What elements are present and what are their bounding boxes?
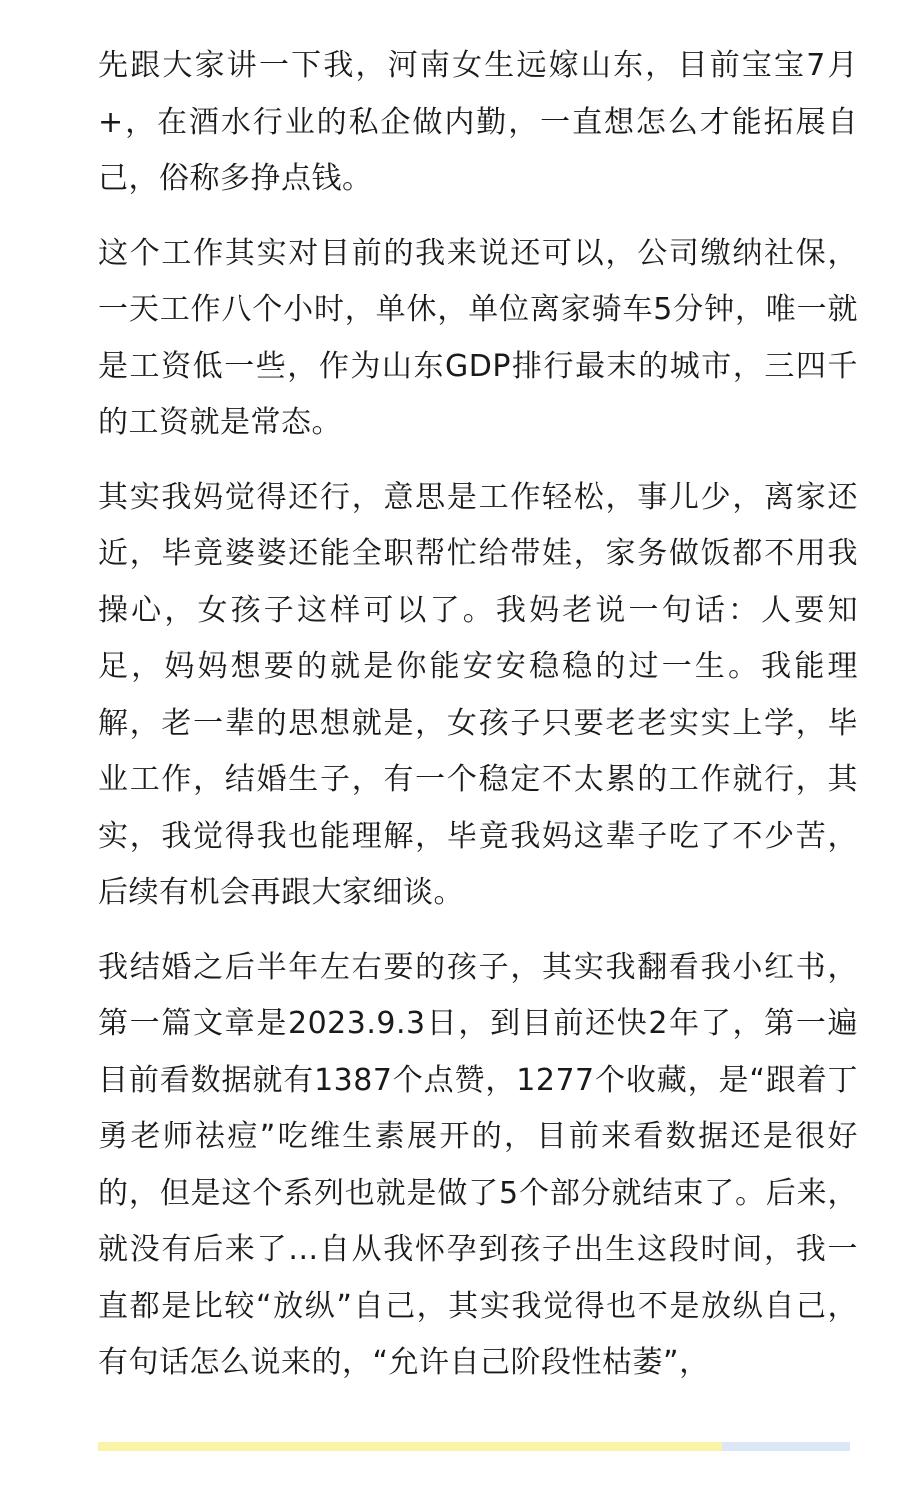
paragraph-mother: 其实我妈觉得还行，意思是工作轻松，事儿少，离家还近，毕竟婆婆还能全职帮忙给带娃，家务做饭都不用我操心，女孩子这样可以了。我妈老说一句话：人要知足，妈妈想要的就是你能安安稳稳的过一生。我能理解，老一辈的思想就是，女孩子只要老老实实上学，毕业工作，结婚生子，有一个稳定不太累的工作就行，其实，我觉得我也能理解，毕竟我妈这辈子吃了不少苦，后续有机会再跟大家细谈。 [98, 479, 858, 910]
reading-progress-bar [98, 1442, 850, 1451]
paragraph-xiaohongshu: 我结婚之后半年左右要的孩子，其实我翻看我小红书，第一篇文章是2023.9.3日，到目前还快2年了，第一遍目前看数据就有1387个点赞，1277个收藏，是“跟着丁勇老师祛痘”吃维生素展开的，目前来看数据还是很好的，但是这个系列也就是做了5个部分就结束了。后来，就没有后来了...自从我怀孕到孩子出生这段时间，我一直都是比较“放纵”自己，其实我觉得也不是放纵自己，有句话怎么说来的，“允许自己阶段性枯萎”， [98, 949, 858, 1380]
reading-progress-fill [98, 1442, 722, 1451]
article-body [98, 38, 858, 1410]
paragraph-job: 这个工作其实对目前的我来说还可以，公司缴纳社保，一天工作八个小时，单休，单位离家骑车5分钟，唯一就是工资低一些，作为山东GDP排行最末的城市，三四千的工资就是常态。 [98, 235, 858, 440]
paragraph-intro: 先跟大家讲一下我，河南女生远嫁山东，目前宝宝7月+，在酒水行业的私企做内勤，一直想怎么才能拓展自己，俗称多挣点钱。 [98, 48, 858, 196]
